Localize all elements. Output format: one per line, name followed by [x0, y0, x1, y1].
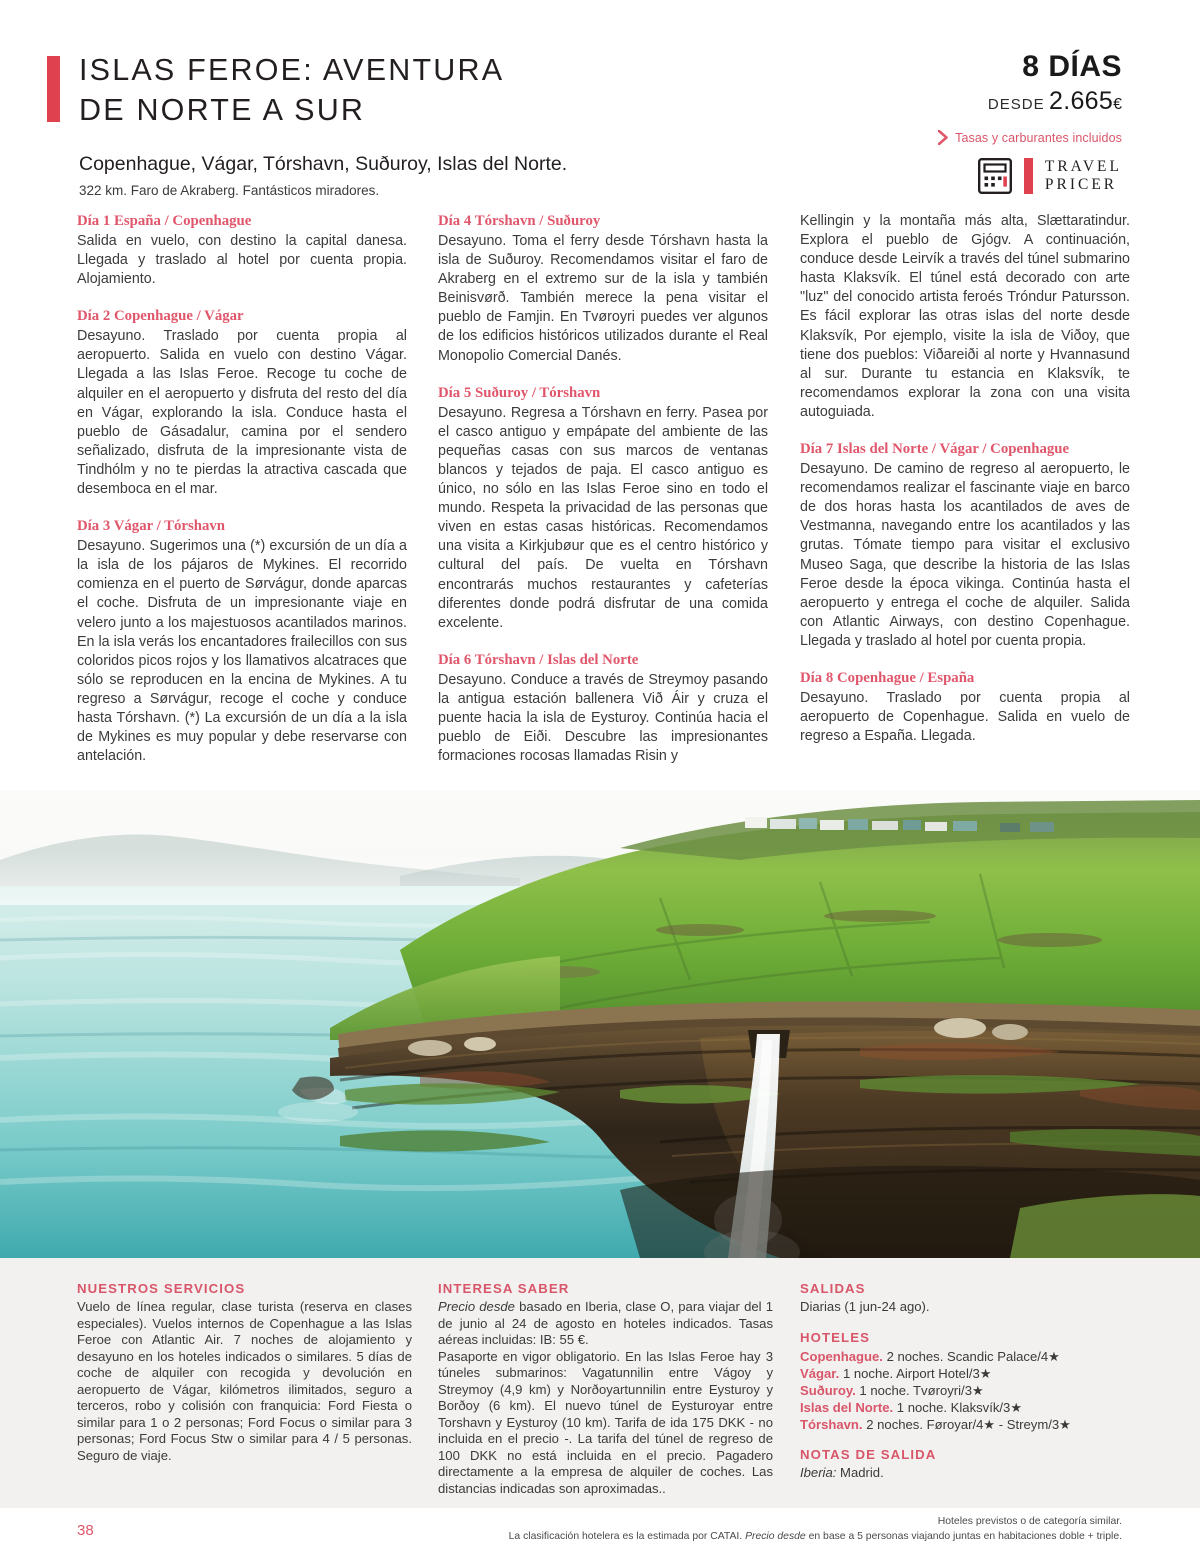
price-block: [742, 50, 1122, 145]
disclaimer-line-1: Hoteles previstos o de categoría similar.: [937, 1516, 1122, 1527]
itinerary-column-1: [77, 212, 407, 766]
interesting-info-heading: INTERESA SABER: [438, 1281, 570, 1296]
price-row: [742, 88, 1122, 118]
airline-name: Iberia:: [800, 1464, 837, 1480]
calculator-icon: [978, 158, 1012, 194]
accent-bar: [47, 56, 60, 122]
hotel-city: Copenhague.: [800, 1348, 883, 1364]
day-entry: [438, 384, 768, 633]
footer-info-section: [0, 1258, 1200, 1508]
highlights-subtitle: 322 km. Faro de Akraberg. Fantásticos miradores.: [79, 183, 380, 198]
destinations-subtitle: Copenhague, Vágar, Tórshavn, Suðuroy, Islas del Norte.: [79, 153, 568, 175]
hotel-list-item: [800, 1382, 1135, 1399]
page-number: 38: [77, 1522, 94, 1539]
departure-notes-body: [800, 1465, 1135, 1482]
brand-name: [1045, 158, 1122, 194]
price-from-emphasis: Precio desde: [745, 1531, 806, 1542]
taxes-note-row: [742, 130, 1122, 145]
duration-label: 8 DÍAS: [1022, 50, 1122, 83]
day-entry: [438, 651, 768, 766]
day-entry: [438, 212, 768, 366]
price-currency: €: [1113, 96, 1122, 113]
day-body: Desayuno. Conduce a través de Streymoy pasando la antigua estación ballenera Við Áir y cruza el puente hacia la isla de Eysturoy. Continúa hacia el pueblo de Eiði. Descubre las impresionantes formaciones rocosas llamadas Risin y: [438, 671, 768, 765]
day-body-continuation: Kellingin y la montaña más alta, Slættaratindur. Explora el pueblo de Gjógv. A continuación, conduce desde Leirvík a través del túnel submarino hasta Klaksvík. El túnel está decorado con arte "luz" del conocido artista feroés Tróndur Patursson. Es fácil explorar las otras islas del norte desde Klaksvík, Por ejemplo, visite la isla de Viðoy, que tiene dos pueblos: Viðareiði al norte y Hvannasund al sur. Durante tu estancia en Klaksvík, te recomendamos explorar la zona con una visita autoguiada.: [800, 213, 1130, 420]
day-title: Día 3 Vágar / Tórshavn: [77, 518, 225, 535]
hotels-heading: HOTELES: [800, 1329, 870, 1345]
page-title-line1: ISLAS FEROE: AVENTURA: [79, 53, 505, 87]
services-body: Vuelo de línea regular, clase turista (reserva en clases especiales). Vuelos internos de Copenhague a las Islas Feroe con Atlantic Air. 7 noches de alojamiento y desayuno en los hoteles indicados o similares. 5 días de coche de alquiler con recogida y devolución en aeropuerto de Vágar, kilómetros ilimitados, seguro a terceros, robo y colisión con franquicia: Ford Fiesta o similar para 1 o 2 personas; Ford Focus o similar para 3 personas; Ford Focus Stw o similar para 4 / 5 personas. Seguro de viaje.: [77, 1299, 412, 1463]
day-body: Desayuno. Sugerimos una (*) excursión de un día a la isla de los pájaros de Mykines. El recorrido comienza en el puerto de Sørvágur, donde aparcas el coche. Disfruta de un impresionante viaje en velero junto a los majestuosos acantilados marinos. En la isla verás los encantadores frailecillos con sus coloridos picos rojos y los llamativos alcatraces que sólo se reproducen en la encina de Mykines. A tu regreso a Sørvágur, recoge el coche y conduce hasta Tórshavn. (*) La excursión de un día a la isla de Mykines es muy popular y debe reservarse con antelación.: [77, 538, 407, 765]
price-from-label: DESDE: [987, 96, 1045, 113]
spacer: [800, 1433, 1135, 1446]
day-title: Día 8 Copenhague / España: [800, 669, 975, 686]
hotel-detail: 2 noches. Scandic Palace/4★: [882, 1348, 1060, 1364]
hotel-city: Islas del Norte.: [800, 1399, 894, 1415]
day-entry: [800, 440, 1130, 651]
departure-city: Madrid.: [836, 1464, 884, 1480]
departure-notes-heading: NOTAS DE SALIDA: [800, 1446, 937, 1462]
interesting-info-para-1: [438, 1299, 773, 1349]
hotel-list-item: [800, 1399, 1135, 1416]
chevron-right-icon: [938, 130, 949, 145]
hotel-city: Tórshavn.: [800, 1416, 863, 1432]
disclaimer-line-2: [222, 1529, 1122, 1544]
services-column: [77, 1280, 412, 1464]
hotel-city: Suðuroy.: [800, 1382, 856, 1398]
hotel-list-item: [800, 1416, 1135, 1433]
day-entry: [77, 517, 407, 766]
title-block: [47, 50, 687, 200]
brand-line-1: TRAVEL: [1044, 158, 1122, 175]
disclaimer-line-2-b: en base a 5 personas viajando juntas en habitaciones doble + triple.: [805, 1531, 1122, 1542]
day-body: Desayuno. Toma el ferry desde Tórshavn hasta la isla de Suðuroy. Recomendamos visitar el faro de Akraberg en el extremo sur de la isla y también Beinisvørð. También merece la pena visitar el pueblo de Famjin. En Tvøroyri puedes ver algunos de los edificios históricos utilizados durante el Real Monopolio Comercial Danés.: [438, 233, 768, 364]
page-header: [0, 0, 1200, 210]
hotel-detail: 1 noche. Tvøroyri/3★: [855, 1382, 984, 1398]
itinerary-section: [0, 212, 1200, 782]
hotel-city: Vágar.: [800, 1365, 840, 1381]
itinerary-column-2: [438, 212, 768, 766]
price-from-emphasis: Precio desde: [438, 1299, 515, 1314]
hotel-detail: 1 noche. Klaksvík/3★: [893, 1399, 1023, 1415]
interesting-info-column: [438, 1280, 773, 1497]
departures-body: Diarias (1 jun-24 ago).: [800, 1299, 930, 1314]
price-amount: 2.665: [1049, 87, 1114, 115]
departures-column: [800, 1280, 1135, 1481]
day-title: Día 2 Copenhague / Vágar: [77, 308, 244, 325]
departures-heading: SALIDAS: [800, 1281, 866, 1296]
day-title: Día 1 España / Copenhague: [77, 213, 252, 229]
logo-accent-bar: [1024, 158, 1033, 194]
hotel-detail: 1 noche. Airport Hotel/3★: [839, 1365, 992, 1381]
travel-pricer-logo: [978, 158, 1122, 194]
day-title: Día 4 Tórshavn / Suðuroy: [438, 213, 601, 229]
day-body: Desayuno. Traslado por cuenta propia al aeropuerto. Salida en vuelo con destino Vágar. Llegada a las Islas Feroe. Recoge tu coche de alquiler en el aeropuerto y disfruta del resto del día en Vágar, explorando la isla. Conduce hasta el pueblo de Gásadalur, camina por el sendero señalizado, disfruta de la impresionante vista de Tindhólm y no te pierdas la atractiva cascada que desemboca en el mar.: [77, 328, 407, 498]
taxes-note: Tasas y carburantes incluidos: [955, 130, 1122, 145]
day-body: Desayuno. Regresa a Tórshavn en ferry. Pasea por el casco antiguo y empápate del ambiente de las pequeñas casas con sus marcos de ventanas blancos y tejados de paja. El casco antiguo es único, no sólo en las Islas Feroe sino en todo el mundo. Respeta la privacidad de las personas que viven en estas casas históricas. Recomendamos una visita a Kirkjubøur que es el centro histórico y cultural del país. De vuelta en Tórshavn encontrarás muchos restaurantes y cafeterías diferentes donde podrá disfrutar de una comida excelente.: [438, 404, 768, 631]
day-entry: [77, 212, 407, 289]
day-title: Día 7 Islas del Norte / Vágar / Copenhague: [800, 441, 1070, 458]
interesting-info-para-2: Pasaporte en vigor obligatorio. En las Islas Feroe hay 3 túneles submarinos: Vagatunnilin entre Vágoy y Streymoy (4,9 km) y Norðoyartunnilin entre Eysturoy y Borðoy (6 km). El nuevo túnel de Eysturoyar entre Torshavn y Eysturoy (10 km). Tarifa de ida 175 DKK - no incluida en el precio -. La tarifa del túnel de regreso de 100 DKK no está incluida en el precio. Pagadero directamente a la empresa de alquiler de coches. Las distancias indicadas son aproximadas..: [438, 1348, 773, 1496]
day-body: Desayuno. De camino de regreso al aeropuerto, le recomendamos realizar el fascinante viaje en barco de dos horas hasta los acantilados de aves de Vestmanna, navegando entre los acantilados y las grutas. Tómate tiempo para visitar el exclusivo Museo Saga, que describe la historia de las Islas Feroe desde la época vikinga. Continúa hasta el aeropuerto y entrega el coche de alquiler. Salida con Atlantic Airways, con destino Copenhague. Llegada y traslado al hotel por cuenta propia.: [800, 461, 1130, 649]
page-title: [79, 50, 687, 130]
itinerary-column-3: [800, 212, 1130, 746]
interesting-info-para-1-rest: basado en Iberia, clase O, para viajar del 1 de junio al 24 de agosto en hoteles indicados. Tasas aéreas incluidas: IB: 55 €.: [438, 1299, 774, 1347]
day-body: Desayuno. Traslado por cuenta propia al aeropuerto de Copenhague. Salida en vuelo de regreso a España. Llegada.: [800, 689, 1130, 745]
page-footer: [0, 1508, 1200, 1565]
day-entry: [77, 307, 407, 499]
hotel-list-item: [800, 1348, 1135, 1365]
day-body: Salida en vuelo, con destino la capital danesa. Llegada y traslado al hotel por cuenta propia. Alojamiento.: [77, 233, 407, 288]
photo-illustration: [0, 790, 1200, 1258]
services-heading: NUESTROS SERVICIOS: [77, 1281, 246, 1296]
day-title: Día 6 Tórshavn / Islas del Norte: [438, 651, 639, 668]
spacer: [800, 1316, 1135, 1329]
hotel-detail: 2 noches. Føroyar/4★ - Streym/3★: [862, 1416, 1071, 1432]
brand-line-2: PRICER: [1044, 176, 1118, 193]
hotel-list-item: [800, 1365, 1135, 1382]
day-title: Día 5 Suðuroy / Tórshavn: [438, 384, 601, 401]
disclaimer: [222, 1514, 1122, 1544]
destination-photo: [0, 790, 1200, 1258]
day-entry: [800, 669, 1130, 746]
page-title-line2: DE NORTE A SUR: [79, 93, 366, 127]
disclaimer-line-2-a: La clasificación hotelera es la estimada por CATAI.: [508, 1531, 746, 1542]
